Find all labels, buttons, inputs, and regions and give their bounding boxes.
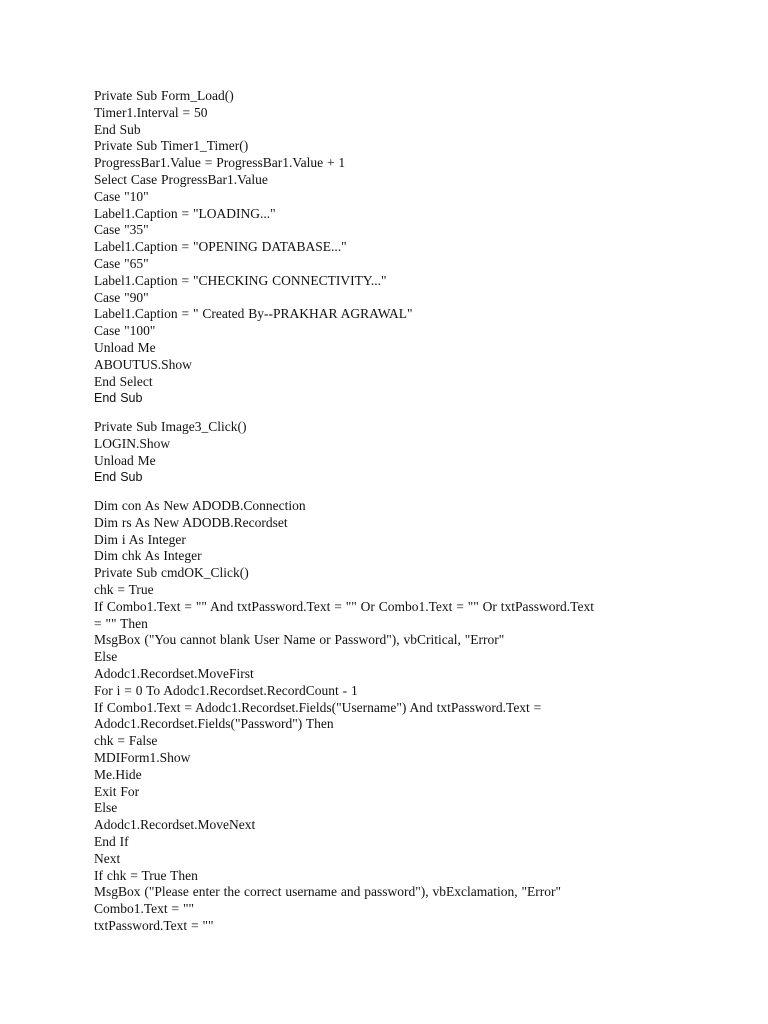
code-line: End Sub: [94, 470, 143, 485]
code-line: End Select: [94, 373, 153, 389]
code-line: MsgBox ("Please enter the correct username and password"), vbExclamation, "Error": [94, 884, 562, 900]
code-line: MsgBox ("You cannot blank User Name or Password"), vbCritical, "Error": [94, 632, 505, 648]
code-line: txtPassword.Text = "": [94, 917, 214, 933]
code-line: Dim chk As Integer: [94, 548, 202, 564]
code-line: Adodc1.Recordset.MoveFirst: [94, 665, 254, 681]
code-line: Adodc1.Recordset.MoveNext: [94, 817, 256, 833]
code-line: Dim rs As New ADODB.Recordset: [94, 514, 288, 530]
code-line: chk = False: [94, 733, 158, 749]
code-line: Else: [94, 800, 118, 816]
code-line: Case "90": [94, 289, 149, 305]
code-line: Timer1.Interval = 50: [94, 104, 208, 120]
code-line: Label1.Caption = " Created By--PRAKHAR AGRAWAL": [94, 306, 413, 322]
code-block-image3-click: [94, 419, 684, 486]
code-line: Unload Me: [94, 452, 156, 468]
code-line: ProgressBar1.Value = ProgressBar1.Value + 1: [94, 155, 346, 171]
code-line: Label1.Caption = "LOADING...": [94, 205, 276, 221]
code-line: Dim i As Integer: [94, 531, 186, 547]
code-line: Dim con As New ADODB.Connection: [94, 498, 306, 513]
code-line: If Combo1.Text = "" And txtPassword.Text = "" Or Combo1.Text = "" Or txtPassword.Text: [94, 598, 594, 614]
code-line: Exit For: [94, 783, 140, 799]
code-line: LOGIN.Show: [94, 435, 171, 451]
code-line: Adodc1.Recordset.Fields("Password") Then: [94, 716, 334, 732]
code-line: Private Sub Image3_Click(): [94, 419, 247, 434]
code-line: Private Sub Timer1_Timer(): [94, 138, 249, 154]
code-line: MDIForm1.Show: [94, 749, 191, 765]
code-line: Case "65": [94, 255, 149, 271]
code-line: If chk = True Then: [94, 867, 198, 883]
code-line: If Combo1.Text = Adodc1.Recordset.Fields("Username") And txtPassword.Text =: [94, 699, 542, 715]
code-line: Case "100": [94, 323, 156, 339]
code-line: Label1.Caption = "OPENING DATABASE...": [94, 239, 347, 255]
code-line: Label1.Caption = "CHECKING CONNECTIVITY...": [94, 272, 387, 288]
code-line: Private Sub Form_Load(): [94, 88, 234, 103]
code-block-cmdok-click: [94, 498, 684, 935]
code-line: For i = 0 To Adodc1.Recordset.RecordCount - 1: [94, 682, 358, 698]
code-line: = "" Then: [94, 615, 148, 631]
code-line: Me.Hide: [94, 766, 142, 782]
code-line: Case "35": [94, 222, 149, 238]
code-line: chk = True: [94, 581, 154, 597]
code-line: Next: [94, 850, 121, 866]
code-line: End Sub: [94, 121, 141, 137]
code-line: Case "10": [94, 188, 149, 204]
code-line: End If: [94, 833, 129, 849]
code-block-form-load-timer: [94, 88, 684, 407]
code-line: End Sub: [94, 391, 143, 406]
code-line: Select Case ProgressBar1.Value: [94, 171, 268, 187]
code-line: ABOUTUS.Show: [94, 356, 192, 372]
code-line: Private Sub cmdOK_Click(): [94, 565, 249, 581]
code-line: Unload Me: [94, 339, 156, 355]
code-line: Else: [94, 649, 118, 665]
code-line: Combo1.Text = "": [94, 901, 195, 917]
